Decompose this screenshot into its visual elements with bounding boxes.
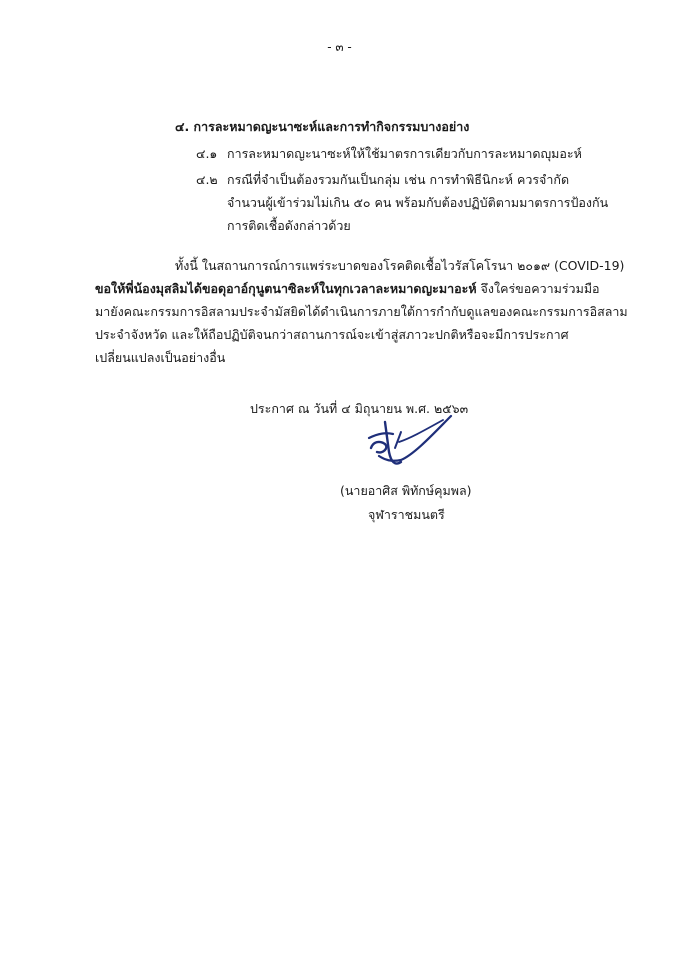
closing-line-rest: จึงใคร่ขอความร่วมมือ bbox=[480, 281, 600, 296]
item-number: ๔.๑ bbox=[196, 146, 218, 161]
closing-line: ประจำจังหวัด และให้ถือปฏิบัติจนกว่าสถานการณ์จะเข้าสู่สภาวะปกติหรือจะมีการประกาศ bbox=[95, 327, 569, 342]
item-text: กรณีที่จำเป็นต้องรวมกันเป็นกลุ่ม เช่น การทำพิธีนิกะห์ ควรจำกัด bbox=[227, 172, 570, 187]
page-number: - ๓ - bbox=[327, 40, 352, 54]
signature bbox=[355, 412, 455, 474]
closing-bold-request: ขอให้พี่น้องมุสลิมได้ขอดุอาอ์กุนูตนาซิละห์ในทุกเวลาละหมาดญะมาอะห์ bbox=[95, 281, 477, 296]
closing-line: ทั้งนี้ ในสถานการณ์การแพร่ระบาดของโรคติดเชื้อไวรัสโคโรนา ๒๐๑๙ (COVID-19) bbox=[175, 258, 625, 273]
signatory-title: จุฬาราชมนตรี bbox=[368, 507, 445, 522]
item-text: จำนวนผู้เข้าร่วมไม่เกิน ๕๐ คน พร้อมกับต้องปฏิบัติตามมาตรการป้องกัน bbox=[227, 195, 609, 210]
signatory-name: (นายอาศิส พิทักษ์คุมพล) bbox=[340, 483, 472, 498]
announcement-date: ประกาศ ณ วันที่ ๔ มิถุนายน พ.ศ. ๒๕๖๓ bbox=[250, 401, 469, 416]
closing-line bbox=[95, 280, 600, 298]
closing-line: มายังคณะกรรมการอิสลามประจำมัสยิดได้ดำเนินการภายใต้การกำกับดูแลของคณะกรรมการอิสลาม bbox=[95, 304, 628, 319]
closing-line: เปลี่ยนแปลงเป็นอย่างอื่น bbox=[95, 350, 226, 365]
item-text: การละหมาดญะนาซะห์ให้ใช้มาตรการเดียวกับการละหมาดญุมอะห์ bbox=[227, 146, 582, 161]
section-heading: ๔. การละหมาดญะนาซะห์และการทำกิจกรรมบางอย่าง bbox=[175, 119, 470, 134]
item-text: การติดเชื้อดังกล่าวด้วย bbox=[227, 218, 351, 233]
item-number: ๔.๒ bbox=[196, 172, 218, 187]
